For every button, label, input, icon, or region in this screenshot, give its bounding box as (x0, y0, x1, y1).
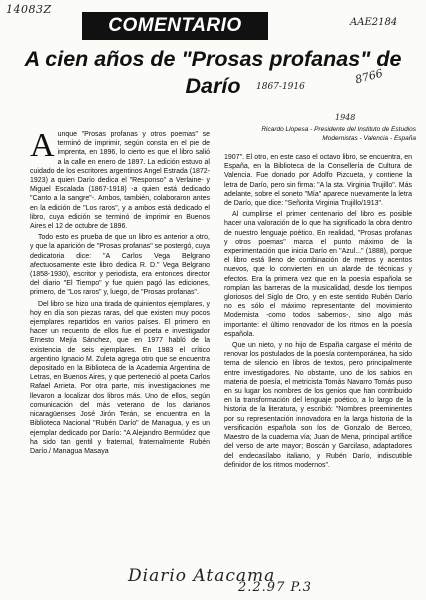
handwritten-year-note: 1948 (335, 113, 356, 122)
article-paragraph: Al cumplirse el primer centenario del libro es posible hacer una valoración de lo que ha significado la obra dentro de nuestro lenguaje poético. En realidad, "Prosas profanas y otros poemas" marca el punto máximo de la experimentación que inicia Darío en "Azul..." (1888), porque el libro está lleno de combinación de metros y acentos nuevos, que lo convierten en un alarde de técnicas y efectos. Era la primera vez que en la poesía española se rompían las barreras de la musicalidad, desde los tiempos gloriosos del Siglo de Oro, y en este sentido Rubén Darío no es sólo el máximo representante del movimiento Modernista -como todos sabemos-, sino algo más importante: el último renovador de los ritmos en la poesía española. (224, 211, 412, 338)
article-paragraph (30, 127, 210, 231)
drop-cap: A (30, 127, 55, 164)
article-paragraph: Todo esto es prueba de que un libro es anterior a otro, y que la aparición de "Prosas profanas" se postergó, cuya dedicatoria dice: "A Carlos Vega Belgrano afectuosamente este libro dedica R. D." Vega Belgrano (1858-1930), escritor y periodista, era entonces director del diario "El Tiempo" y fue quien pagó las ediciones, primero, de "Los raros" y, luego, de "Prosas profanas". (30, 234, 210, 297)
handwritten-catalog-code: AAE2184 (350, 17, 398, 28)
handwritten-years-note: 1867-1916 (256, 82, 305, 92)
paragraph-text: unque "Prosas profanas y otros poemas" se terminó de imprimir, según consta en el pie de imprenta, en 1896, lo cierto es que el libro salió a la calle en enero de 1897. La edición estuvo al cuidado de los escritores argentinos Angel Estrada (1872-1923) a quien Darío dedica el "Responso" a Verlaine- y Miguel Escalada (1867-1918) -a quien está dedicado "Canto a la sangre"-. Ambos, también, colaboraron antes en la edición de "Los raros", y a ambos está dedicado el libro, cuya edición se terminó de imprimir en Buenos Aires el 12 de octubre de 1896. (30, 131, 210, 231)
handwritten-reference-number: 14083Z (6, 3, 52, 16)
article-paragraph: 1907". El otro, en este caso el octavo libro, se encuentra, en España, en la Biblioteca de la Consellería de Cultura de Valencia. Fue donado por Adolfo Pizcueta, y contiene la letra de Darío, pero sin firma: "A la sta. Virginia Trujillo". Más adelante, sobre el soneto "Mía" aparece nuevamente la letra de Darío, que dice: "Señorita Virginia Trujillo/1913". (224, 154, 412, 208)
handwritten-source-note: Diario Atacama (128, 566, 276, 586)
handwritten-date-note: 2.2.97 P.3 (238, 580, 312, 595)
article-column-left (30, 127, 210, 458)
section-banner: COMENTARIO (82, 12, 268, 40)
handwritten-number-note: 8766 (353, 66, 385, 87)
article-paragraph: Del libro se hizo una tirada de quinientos ejemplares, y hoy en día son piezas raras, del que existen muy pocos ejemplares repartidos en varios países. El primero en hacer un recuento de ellos fue el poeta e investigador Ernesto Mejía Sánchez, que en 1977 habló de la existencia de seis ejemplares. En 1983 el crítico argentino Ignacio M. Zuleta agrega otro que se encuentra depositado en la Biblioteca de la Academia Argentina de Letras, en Buenos Aires, y que perteneció al poeta Carlos Rafael Arrieta. Por otra parte, mis investigaciones me llevaron a localizar dos libros más. Uno de ellos, según comunicación del más veterano de los darianos nicaragüenses José Jirón Terán, se encuentra en la Biblioteca Nacional "Rubén Darío" de Managua, y es un ejemplar dedicado por Darío: "A Alejandro Bermúdez que ha sido tan gentil y fraternal, fraternalmente Rubén Darío./ Managua Masaya (30, 300, 210, 455)
article-byline: Ricardo Llopesa - Presidente del Instituto de Estudios Modernistas - Valencia - España (261, 126, 416, 142)
article-paragraph: Que un nieto, y no hijo de España cargase el mérito de renovar los postulados de la poesía contemporánea, ha sido tema de silencio en libros de textos, pero principalmente entre investigadores. No obstante, uno de los sabios en materia de poesía, el metricista Tomás Navarro Tomás puso en su lugar los nombres de los genios que han contribuido en la transformación del lenguaje poético, a lo largo de la historia de la literatura, y escribió: "Nombres preeminentes por su representación innovadora en la larga historia de la versificación española son los de Gonzalo de Berceo, Maestro de la cuaderna vía; Juan de Mena, principal artífice del verso de arte mayor; Boscán y Garcilaso, adaptadores del endecasílabo italiano, y Rubén Darío, indiscutible definidor de los ritmos modernos". (224, 342, 412, 469)
article-headline: A cien años de "Prosas profanas" de Darío (24, 47, 402, 98)
article-column-right (224, 153, 412, 472)
